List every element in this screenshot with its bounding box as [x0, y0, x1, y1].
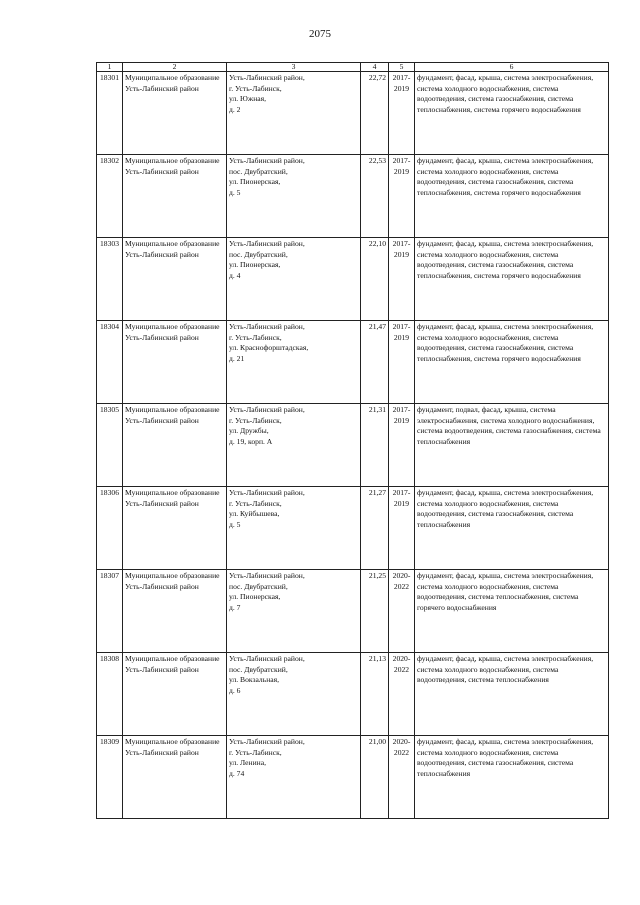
period-year: 2017- [392, 322, 411, 331]
works-list: фундамент, фасад, крыша, система электроснабжения, система холодного водоснабжения, система водоотведения, система газоснабжения, система теплоснабжения [417, 737, 594, 778]
period-cell [389, 72, 415, 155]
area-cell [361, 155, 389, 238]
works-cell [415, 321, 609, 404]
table-row [97, 487, 609, 570]
owner-cell [123, 653, 227, 736]
works-cell [415, 487, 609, 570]
period-year: 2020- [392, 571, 411, 580]
area-cell [361, 653, 389, 736]
period-year: 2019 [393, 498, 410, 508]
area-value: 22,72 [368, 73, 386, 82]
period-year: 2017- [392, 156, 411, 165]
period-year: 2019 [393, 83, 410, 93]
address-line: г. Усть-Лабинск, [229, 83, 282, 93]
address-line: пос. Двубратский, [229, 581, 288, 591]
period-year: 2022 [393, 664, 410, 674]
area-value: 21,31 [368, 405, 386, 414]
area-value: 21,47 [368, 322, 386, 331]
address-cell [227, 72, 361, 155]
period-year: 2019 [393, 332, 410, 342]
owner-name: Муниципальное образование Усть-Лабинский район [125, 73, 220, 93]
works-cell [415, 570, 609, 653]
column-number: 5 [389, 63, 415, 72]
address-cell [227, 653, 361, 736]
address-line: д. 5 [229, 519, 241, 529]
period-year: 2017- [392, 488, 411, 497]
period-cell [389, 238, 415, 321]
works-cell [415, 238, 609, 321]
column-number: 3 [227, 63, 361, 72]
column-number: 6 [415, 63, 609, 72]
address-line: д. 6 [229, 685, 241, 695]
owner-cell [123, 736, 227, 819]
register-table [96, 62, 609, 819]
column-number: 2 [123, 63, 227, 72]
works-list: фундамент, фасад, крыша, система электроснабжения, система холодного водоснабжения, система водоотведения, система газоснабжения, система теплоснабжения, система горячего водоснабжения [417, 73, 594, 114]
owner-name: Муниципальное образование Усть-Лабинский район [125, 239, 220, 259]
address-line: ул. Куйбышева, [229, 509, 280, 519]
address-line: д. 4 [229, 270, 241, 280]
address-line: Усть-Лабинский район, [229, 571, 305, 580]
owner-name: Муниципальное образование Усть-Лабинский район [125, 488, 220, 508]
record-number: 18307 [100, 571, 119, 580]
record-number: 18305 [100, 405, 119, 414]
period-cell [389, 570, 415, 653]
area-value: 21,00 [368, 737, 386, 746]
record-number-cell [97, 72, 123, 155]
area-cell [361, 72, 389, 155]
period-cell [389, 653, 415, 736]
address-cell [227, 570, 361, 653]
record-number-cell [97, 155, 123, 238]
record-number-cell [97, 321, 123, 404]
address-line: Усть-Лабинский район, [229, 156, 305, 165]
period-year: 2017- [392, 73, 411, 82]
record-number-cell [97, 238, 123, 321]
address-line: д. 2 [229, 104, 241, 114]
works-list: фундамент, фасад, крыша, система электроснабжения, система холодного водоснабжения, система водоотведения, система газоснабжения, система теплоснабжения, система горячего водоснабжения [417, 156, 594, 197]
column-number: 4 [361, 63, 389, 72]
period-cell [389, 736, 415, 819]
works-cell [415, 736, 609, 819]
owner-cell [123, 487, 227, 570]
owner-name: Муниципальное образование Усть-Лабинский район [125, 654, 220, 674]
owner-name: Муниципальное образование Усть-Лабинский район [125, 571, 220, 591]
address-line: Усть-Лабинский район, [229, 322, 305, 331]
table-row [97, 321, 609, 404]
works-list: фундамент, фасад, крыша, система электроснабжения, система холодного водоснабжения, система водоотведения, система теплоснабжения, система горячего водоснабжения [417, 571, 594, 612]
record-number: 18301 [100, 73, 119, 82]
owner-name: Муниципальное образование Усть-Лабинский район [125, 737, 220, 757]
table-row [97, 736, 609, 819]
record-number: 18308 [100, 654, 119, 663]
address-line: д. 19, корп. А [229, 436, 273, 446]
area-value: 22,53 [368, 156, 386, 165]
address-line: ул. Краснофорштадская, [229, 343, 309, 353]
area-cell [361, 404, 389, 487]
record-number-cell [97, 653, 123, 736]
address-cell [227, 487, 361, 570]
area-value: 21,25 [368, 571, 386, 580]
works-list: фундамент, подвал, фасад, крыша, система электроснабжения, система холодного водоснабжения, система водоотведения, система газоснабжения, система теплоснабжения [417, 405, 601, 446]
area-cell [361, 570, 389, 653]
owner-name: Муниципальное образование Усть-Лабинский район [125, 322, 220, 342]
period-year: 2017- [392, 239, 411, 248]
address-line: ул. Пионерская, [229, 177, 281, 187]
address-line: г. Усть-Лабинск, [229, 498, 282, 508]
works-cell [415, 653, 609, 736]
address-cell [227, 321, 361, 404]
owner-cell [123, 570, 227, 653]
record-number: 18309 [100, 737, 119, 746]
column-number: 1 [97, 63, 123, 72]
record-number-cell [97, 736, 123, 819]
owner-cell [123, 155, 227, 238]
area-value: 21,13 [368, 654, 386, 663]
period-year: 2022 [393, 581, 410, 591]
owner-name: Муниципальное образование Усть-Лабинский район [125, 405, 220, 425]
record-number: 18302 [100, 156, 119, 165]
works-list: фундамент, фасад, крыша, система электроснабжения, система холодного водоснабжения, система водоотведения, система газоснабжения, система теплоснабжения [417, 488, 594, 529]
works-list: фундамент, фасад, крыша, система электроснабжения, система холодного водоснабжения, система водоотведения, система газоснабжения, система теплоснабжения, система горячего водоснабжения [417, 239, 594, 280]
address-cell [227, 404, 361, 487]
address-line: пос. Двубратский, [229, 664, 288, 674]
works-list: фундамент, фасад, крыша, система электроснабжения, система холодного водоснабжения, система водоотведения, система газоснабжения, система теплоснабжения, система горячего водоснабжения [417, 322, 594, 363]
address-line: Усть-Лабинский район, [229, 488, 305, 497]
address-line: д. 7 [229, 602, 241, 612]
area-cell [361, 736, 389, 819]
owner-name: Муниципальное образование Усть-Лабинский район [125, 156, 220, 176]
area-value: 22,10 [368, 239, 386, 248]
address-line: пос. Двубратский, [229, 166, 288, 176]
record-number-cell [97, 487, 123, 570]
address-cell [227, 238, 361, 321]
address-line: Усть-Лабинский район, [229, 73, 305, 82]
address-line: ул. Ленина, [229, 758, 266, 768]
owner-cell [123, 238, 227, 321]
period-cell [389, 321, 415, 404]
column-number-row [97, 63, 609, 72]
address-line: ул. Южная, [229, 94, 267, 104]
record-number-cell [97, 570, 123, 653]
table-row [97, 653, 609, 736]
works-cell [415, 404, 609, 487]
address-line: Усть-Лабинский район, [229, 405, 305, 414]
period-year: 2019 [393, 249, 410, 259]
address-cell [227, 155, 361, 238]
address-line: пос. Двубратский, [229, 249, 288, 259]
address-line: ул. Пионерская, [229, 260, 281, 270]
period-year: 2020- [392, 654, 411, 663]
owner-cell [123, 321, 227, 404]
works-list: фундамент, фасад, крыша, система электроснабжения, система холодного водоснабжения, система водоотведения, система теплоснабжения [417, 654, 594, 685]
area-cell [361, 238, 389, 321]
owner-cell [123, 404, 227, 487]
period-year: 2019 [393, 415, 410, 425]
table-row [97, 72, 609, 155]
page-number: 2075 [309, 28, 331, 40]
address-cell [227, 736, 361, 819]
address-line: д. 5 [229, 187, 241, 197]
address-line: д. 74 [229, 768, 245, 778]
record-number: 18306 [100, 488, 119, 497]
period-cell [389, 487, 415, 570]
period-year: 2019 [393, 166, 410, 176]
record-number-cell [97, 404, 123, 487]
record-number: 18304 [100, 322, 119, 331]
works-cell [415, 72, 609, 155]
address-line: ул. Пионерская, [229, 592, 281, 602]
area-cell [361, 321, 389, 404]
period-cell [389, 155, 415, 238]
period-year: 2022 [393, 747, 410, 757]
period-year: 2020- [392, 737, 411, 746]
owner-cell [123, 72, 227, 155]
table-row [97, 404, 609, 487]
table-row [97, 155, 609, 238]
address-line: д. 21 [229, 353, 245, 363]
record-number: 18303 [100, 239, 119, 248]
period-year: 2017- [392, 405, 411, 414]
area-cell [361, 487, 389, 570]
table-row [97, 570, 609, 653]
address-line: г. Усть-Лабинск, [229, 332, 282, 342]
address-line: Усть-Лабинский район, [229, 737, 305, 746]
address-line: г. Усть-Лабинск, [229, 415, 282, 425]
works-cell [415, 155, 609, 238]
area-value: 21,27 [368, 488, 386, 497]
address-line: ул. Дружбы, [229, 426, 269, 436]
period-cell [389, 404, 415, 487]
address-line: г. Усть-Лабинск, [229, 747, 282, 757]
address-line: ул. Вокзальная, [229, 675, 280, 685]
address-line: Усть-Лабинский район, [229, 654, 305, 663]
address-line: Усть-Лабинский район, [229, 239, 305, 248]
table-row [97, 238, 609, 321]
